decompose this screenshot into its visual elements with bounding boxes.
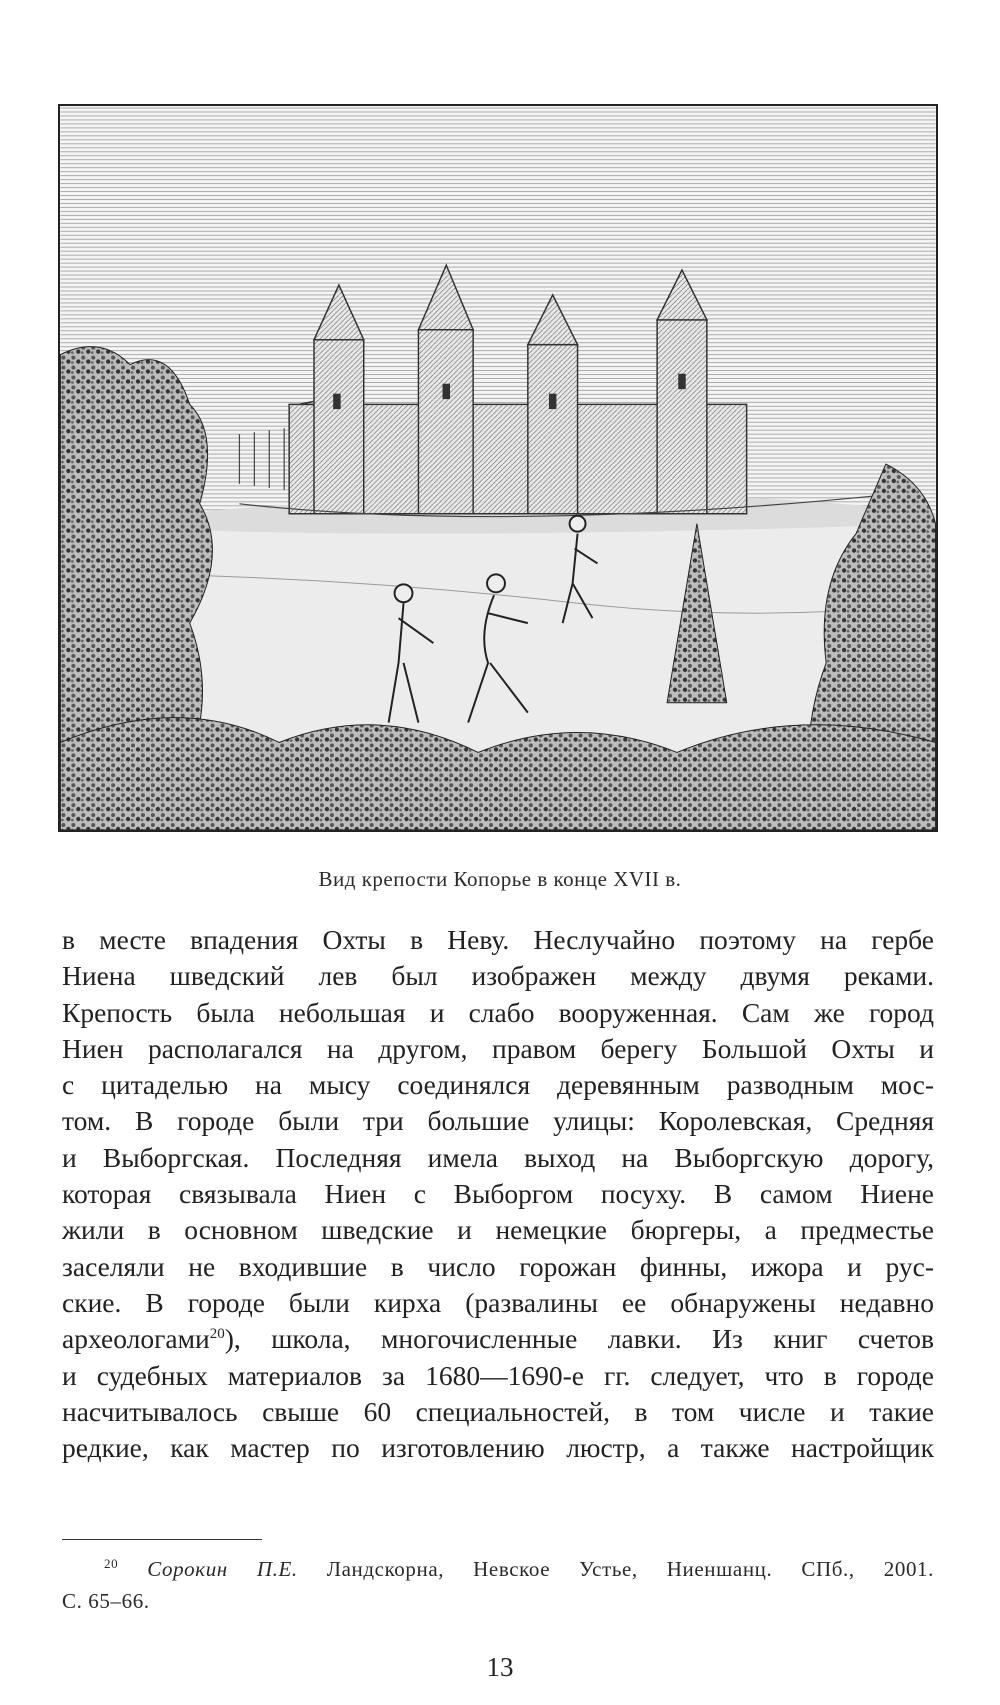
line-end: ), школа, многочисленные лавки. Из книг счетов <box>224 1323 934 1355</box>
koporye-fortress-drawing <box>60 106 936 830</box>
text-line: редкие, как мастер по изготовлению люстр, а также настройщик <box>62 1432 934 1464</box>
text-line-with-footnote-ref <box>62 1321 934 1357</box>
figure-caption: Вид крепости Копорье в конце XVII в. <box>318 867 682 891</box>
body-text <box>62 922 934 1466</box>
footnote-text: Ландскорна, Невское Устье, Ниеншанц. СПб., 2001. <box>297 1557 935 1581</box>
text-line: Ниен располагался на другом, правом берегу Большой Охты и <box>62 1032 934 1064</box>
line-start: археологами <box>62 1323 210 1355</box>
text-line: ские. В городе были кирха (развалины ее обнаружены недавно <box>62 1286 934 1318</box>
footnote-mark: 20 <box>104 1556 119 1571</box>
text-line: и Выборгская. Последняя имела выход на Выборгскую дорогу, <box>62 1141 934 1173</box>
page-number: 13 <box>486 1652 514 1682</box>
text-line: Крепость была небольшая и слабо вооруженная. Сам же город <box>62 996 934 1028</box>
text-line: и судебных материалов за 1680—1690-е гг. следует, что в городе <box>62 1359 934 1391</box>
text-line: которая связывала Ниен с Выборгом посуху. В самом Ниене <box>62 1178 934 1210</box>
text-line: жили в основном шведские и немецкие бюргеры, а предместье <box>62 1214 934 1246</box>
footnote-author: Сорокин П.Е. <box>147 1557 298 1581</box>
text-line: Ниена шведский лев был изображен между двумя реками. <box>62 960 934 992</box>
text-line: с цитаделью на мысу соединялся деревянным разводным мос- <box>62 1069 934 1101</box>
engraving-illustration <box>58 104 938 832</box>
text-line: заселяли не входившие в число горожан финны, ижора и рус- <box>62 1250 934 1282</box>
text-line: том. В городе были три большие улицы: Королевская, Средняя <box>62 1105 934 1137</box>
footnote-ref[interactable]: 20 <box>209 1326 225 1343</box>
text-line: насчитывалось свыше 60 специальностей, в том числе и такие <box>62 1395 934 1427</box>
footnote <box>62 1553 934 1617</box>
text-line: в месте впадения Охты в Неву. Неслучайно поэтому на гербе <box>62 924 934 955</box>
footnote-line-1 <box>62 1553 934 1585</box>
footnote-divider <box>62 1539 262 1540</box>
footnote-pages: С. 65–66. <box>62 1589 150 1613</box>
